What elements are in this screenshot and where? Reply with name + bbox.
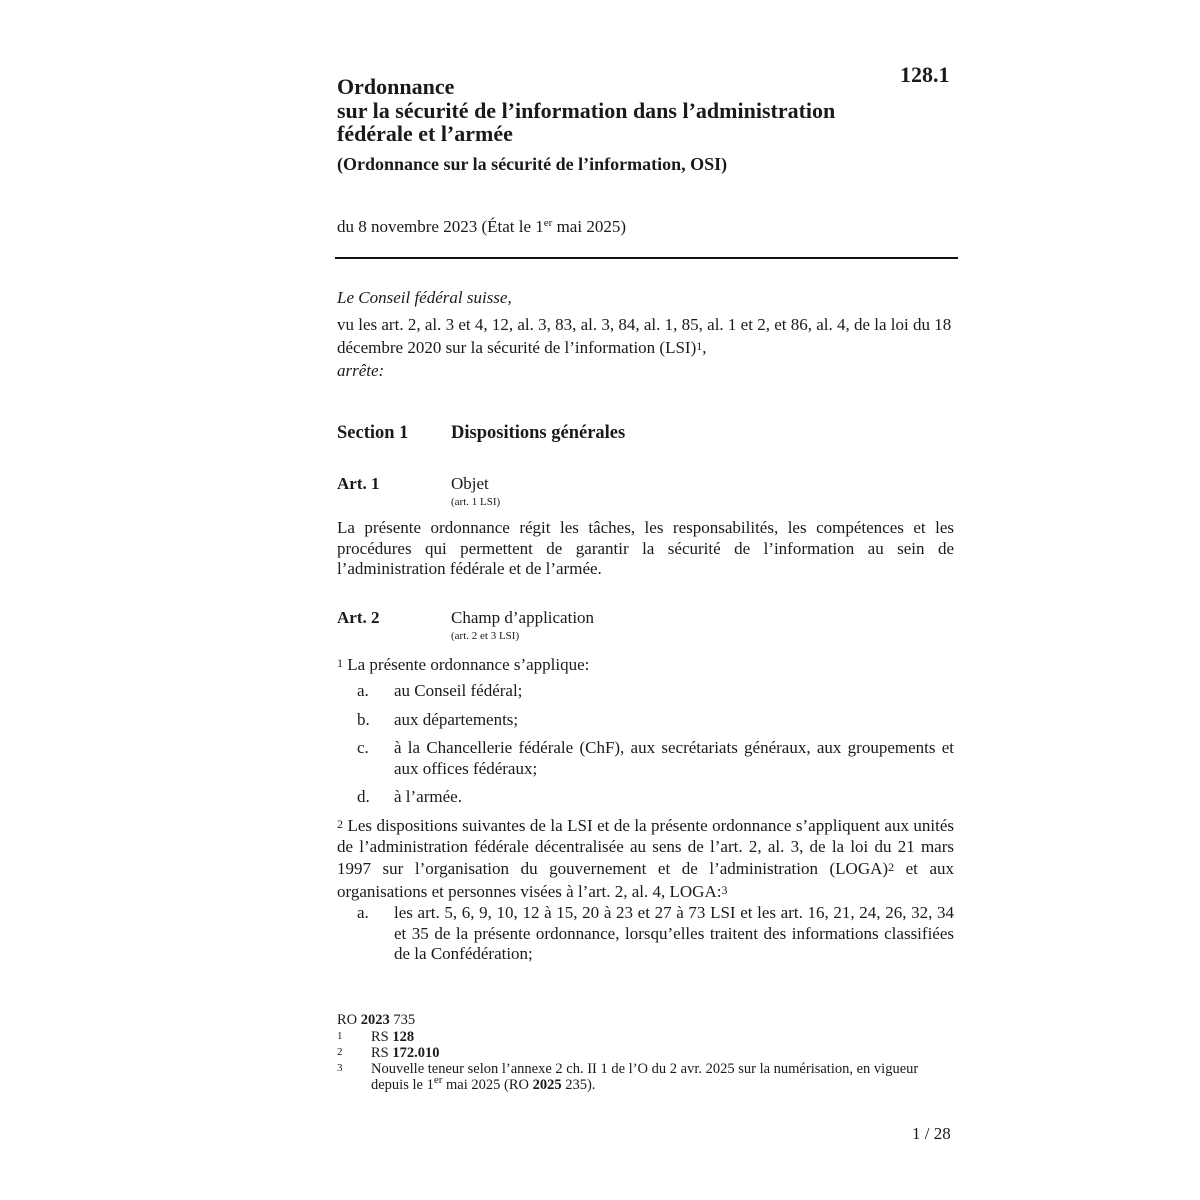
ro-reference bbox=[337, 1011, 937, 1029]
doc-date bbox=[337, 217, 626, 237]
footnote-ref[interactable]: 2 bbox=[888, 860, 895, 874]
article-text: La présente ordonnance régit les tâches, les responsabilités, les compétences et les procédures qui permettent de garantir la sécurité de l’information au sein de l’administration fédérale et de l’armée. bbox=[337, 518, 954, 578]
paragraph-text: Les dispositions suivantes de la LSI et de la présente ordonnance s’appliquent aux unités de l’administration fédérale décentralisée au sens de l’art. 2, al. 3, de la loi du 21 mars 1997 sur l’organisation du gouvernement et de l’administration (LOGA) bbox=[337, 816, 955, 878]
footnote-ref[interactable]: 1 bbox=[696, 338, 703, 353]
paragraph bbox=[337, 653, 954, 676]
doc-title bbox=[337, 75, 937, 146]
title-line: fédérale et l’armée bbox=[337, 121, 513, 146]
footnote-ro-year: 2025 bbox=[532, 1077, 562, 1093]
paragraph-text: et aux organisations et personnes visées à l’art. 2, al. 4, LOGA: bbox=[337, 859, 954, 901]
list-item-text: à la Chancellerie fédérale (ChF), aux secrétariats généraux, aux groupements et aux offices fédéraux; bbox=[394, 738, 954, 778]
section-number: Section 1 bbox=[337, 423, 409, 443]
footnote-number: 3 bbox=[337, 1062, 343, 1074]
list-item-text: les art. 5, 6, 9, 10, 12 à 15, 20 à 23 et 27 à 73 LSI et les art. 16, 21, 24, 26, 32, 34 et 35 de la présente ordonnance, lorsqu’elles traitent des informations classifiées de la Confédération; bbox=[394, 903, 954, 963]
paragraph-text: La présente ordonnance s’applique: bbox=[347, 655, 590, 674]
doc-number: 128.1 bbox=[900, 62, 950, 87]
article-heading bbox=[337, 474, 954, 514]
list-item bbox=[357, 903, 954, 965]
section-title: Dispositions générales bbox=[451, 423, 626, 443]
footnote-prefix: RS bbox=[371, 1045, 393, 1061]
article-ref: (art. 2 et 3 LSI) bbox=[451, 630, 520, 642]
footnote-prefix: RS bbox=[371, 1029, 393, 1045]
date-text: du 8 novembre 2023 (État le 1 bbox=[337, 217, 544, 236]
title-line: Ordonnance bbox=[337, 74, 455, 99]
list-marker: a. bbox=[357, 681, 369, 700]
footnote-text: Nouvelle teneur selon l’annexe 2 ch. II 1 de l’O du 2 avr. 2025 sur la numérisation, en vigueur depuis le 1 bbox=[371, 1061, 919, 1093]
footnote-ref[interactable]: 3 bbox=[721, 882, 728, 897]
enumeration-list bbox=[357, 681, 954, 808]
list-item bbox=[357, 738, 954, 779]
article-number: Art. 2 bbox=[337, 608, 380, 627]
list-item bbox=[357, 787, 954, 808]
paragraph bbox=[337, 814, 954, 902]
article-ref: (art. 1 LSI) bbox=[451, 496, 501, 508]
ro-prefix: RO bbox=[337, 1012, 361, 1028]
date-sup: er bbox=[543, 217, 553, 229]
footnote-number: 2 bbox=[337, 1046, 343, 1058]
ro-page: 735 bbox=[389, 1012, 416, 1028]
preamble-basis-text: vu les art. 2, al. 3 et 4, 12, al. 3, 83, al. 3, 84, al. 1, 85, al. 1 et 2, et 86, al. 4, de la loi du 18 décembre 2020 sur la sécurité de l’information (LSI) bbox=[337, 315, 952, 357]
list-marker: a. bbox=[357, 903, 369, 922]
page-number: 1 / 28 bbox=[912, 1124, 951, 1143]
footnote bbox=[337, 1061, 937, 1093]
footnote-text: 235). bbox=[561, 1077, 596, 1093]
paragraph-number: 1 bbox=[337, 656, 343, 670]
footnote-rs: 172.010 bbox=[392, 1045, 440, 1061]
footnote bbox=[337, 1029, 937, 1045]
paragraph-number: 2 bbox=[337, 817, 343, 831]
footnotes bbox=[337, 1011, 937, 1093]
article-heading bbox=[337, 608, 954, 648]
list-item-text: aux départements; bbox=[394, 709, 519, 729]
footnote bbox=[337, 1045, 937, 1061]
title-divider bbox=[335, 257, 958, 259]
preamble-decree: arrête: bbox=[337, 361, 385, 380]
list-item bbox=[357, 681, 954, 702]
article-number: Art. 1 bbox=[337, 474, 380, 493]
list-item bbox=[357, 710, 954, 731]
footnote-number: 1 bbox=[337, 1030, 343, 1042]
date-text-end: mai 2025) bbox=[552, 217, 626, 236]
article-title: Champ d’application bbox=[451, 608, 595, 627]
list-item-text: à l’armée. bbox=[394, 787, 462, 806]
list-marker: d. bbox=[357, 787, 370, 806]
article-title: Objet bbox=[451, 474, 489, 493]
footnote-sup: er bbox=[433, 1074, 443, 1086]
preamble-basis-end: , bbox=[702, 337, 707, 357]
ro-year: 2023 bbox=[360, 1012, 390, 1028]
list-marker: c. bbox=[357, 738, 369, 757]
list-marker: b. bbox=[357, 709, 370, 729]
enumeration-list bbox=[357, 903, 954, 965]
list-item-text: au Conseil fédéral; bbox=[394, 681, 523, 700]
preamble-basis bbox=[337, 315, 954, 358]
title-line: sur la sécurité de l’information dans l’administration bbox=[337, 97, 836, 123]
footnote-rs: 128 bbox=[392, 1029, 415, 1045]
footnote-text: mai 2025 (RO bbox=[442, 1077, 533, 1093]
doc-subtitle: (Ordonnance sur la sécurité de l’information, OSI) bbox=[337, 154, 728, 174]
preamble-authority: Le Conseil fédéral suisse, bbox=[337, 288, 512, 307]
